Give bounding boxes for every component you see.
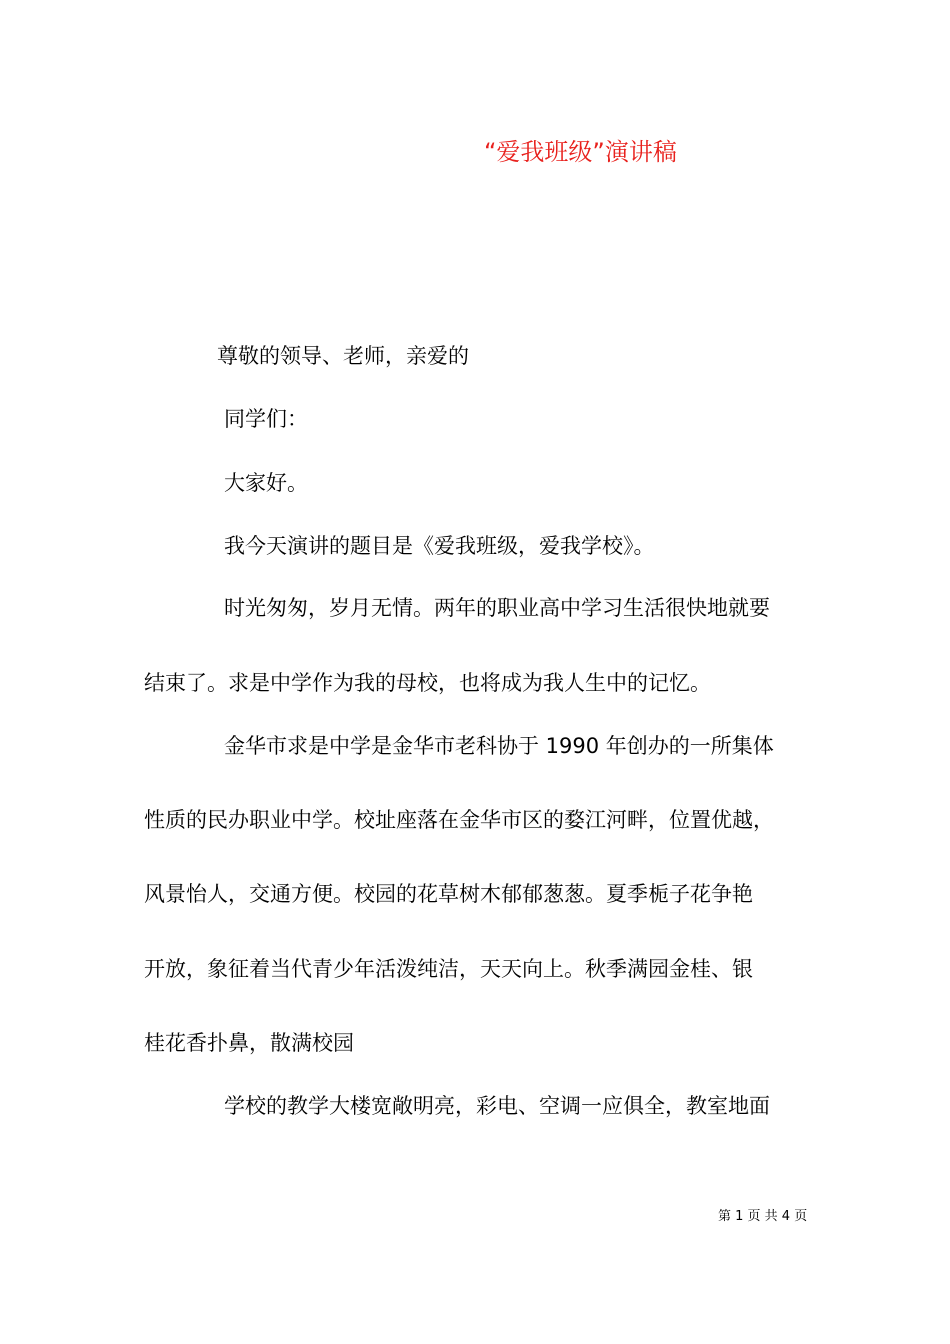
salutation-line-2: 同学们： xyxy=(224,407,308,431)
greeting-line: 大家好。 xyxy=(224,471,308,495)
paragraph-line: 性质的民办职业中学。校址座落在金华市区的婺江河畔，位置优越， xyxy=(144,808,774,832)
page-number-footer: 第 1 页 共 4 页 xyxy=(718,1209,808,1224)
paragraph-line: 学校的教学大楼宽敞明亮，彩电、空调一应俱全，教室地面 xyxy=(224,1094,770,1118)
paragraph-line: 金华市求是中学是金华市老科协于 1990 年创办的一所集体 xyxy=(224,734,774,758)
topic-line: 我今天演讲的题目是《爱我班级，爱我学校》。 xyxy=(224,534,655,558)
paragraph-line: 时光匆匆，岁月无情。两年的职业高中学习生活很快地就要 xyxy=(224,596,770,620)
paragraph-line: 开放，象征着当代青少年活泼纯洁，天天向上。秋季满园金桂、银 xyxy=(144,957,753,981)
paragraph-line: 结束了。求是中学作为我的母校，也将成为我人生中的记忆。 xyxy=(144,671,711,695)
paragraph-line: 风景怡人，交通方便。校园的花草树木郁郁葱葱。夏季栀子花争艳 xyxy=(144,882,753,906)
document-title: “爱我班级”演讲稿 xyxy=(484,138,677,166)
paragraph-line: 桂花香扑鼻，散满校园 xyxy=(144,1031,354,1055)
salutation-line-1: 尊敬的领导、老师，亲爱的 xyxy=(217,344,469,368)
